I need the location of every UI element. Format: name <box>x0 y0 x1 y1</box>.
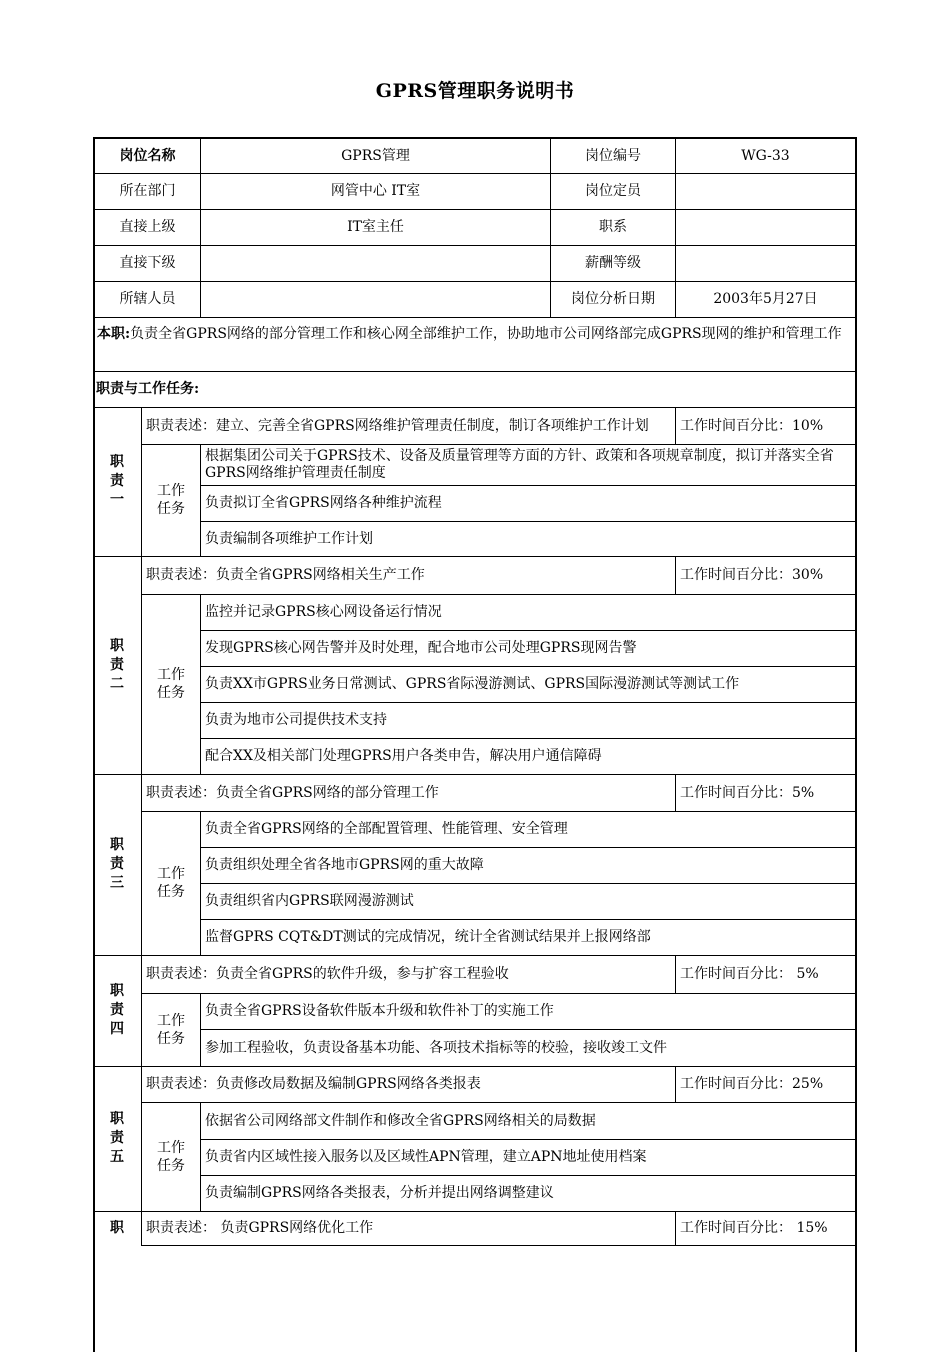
duty-task: 负责组织处理全省各地市GPRS网的重大故障 <box>205 857 484 873</box>
task-label-line: 任务 <box>157 501 185 517</box>
task-label <box>142 594 200 774</box>
duty-label-char: 职 <box>110 637 124 654</box>
duty-description: 职责表述：负责修改局数据及编制GPRS网络各类报表 <box>146 1076 481 1092</box>
duty-label-char: 四 <box>110 1021 124 1037</box>
task-label-line: 工作 <box>157 667 185 683</box>
duty-label-char: 责 <box>110 656 124 673</box>
duty-task: 依据省公司网络部文件制作和修改全省GPRS网络相关的局数据 <box>205 1112 596 1129</box>
duty-task: 配合XX及相关部门处理GPRS用户各类申告，解决用户通信障碍 <box>205 748 602 764</box>
task-label-line: 工作 <box>157 483 185 499</box>
task-label-line: 任务 <box>157 1030 185 1047</box>
duty-label <box>93 556 141 774</box>
job-summary <box>95 320 855 370</box>
duty-task: 负责全省GPRS设备软件版本升级和软件补丁的实施工作 <box>205 1003 554 1019</box>
position-name-value: GPRS管理 <box>341 147 410 164</box>
summary-label: 本职: <box>97 326 131 342</box>
duty-label <box>93 407 141 556</box>
headcount-label: 岗位定员 <box>585 183 641 199</box>
duty-label-char: 责 <box>110 856 124 872</box>
duty-task: 负责拟订全省GPRS网络各种维护流程 <box>205 495 442 511</box>
duty-task: 参加工程验收，负责设备基本功能、各项技术指标等的校验，接收竣工文件 <box>205 1039 667 1056</box>
duty-time-percentage: 工作时间百分比：10% <box>680 417 824 434</box>
superior-value: IT室主任 <box>347 219 404 235</box>
duties-heading: 职责与工作任务: <box>96 381 200 397</box>
task-label-line: 任务 <box>157 685 185 701</box>
summary-text: 负责全省GPRS网络的部分管理工作和核心网全部维护工作，协助地市公司网络部完成GPRS现网的维护和管理工作 <box>130 326 842 342</box>
task-label-line: 任务 <box>157 1157 185 1174</box>
duty-task: 负责组织省内GPRS联网漫游测试 <box>205 893 414 909</box>
task-label-line: 工作 <box>157 1139 185 1156</box>
position-name-label: 岗位名称 <box>119 147 176 164</box>
duty-label-char: 一 <box>110 492 124 508</box>
job-family-label: 职系 <box>599 219 627 235</box>
job-family-value <box>676 210 855 245</box>
document-title: GPRS管理职务说明书 <box>375 80 575 102</box>
duty-description: 职责表述： 负责GPRS网络优化工作 <box>146 1220 374 1236</box>
duty-task: 监督GPRS CQT&DT测试的完成情况，统计全省测试结果并上报网络部 <box>205 929 651 945</box>
duty-description: 职责表述：建立、完善全省GPRS网络维护管理责任制度，制订各项维护工作计划 <box>146 417 649 434</box>
department-value: 网管中心 IT室 <box>330 183 421 199</box>
duty-label-char: 五 <box>110 1149 124 1165</box>
task-label <box>142 811 200 955</box>
task-label <box>142 993 200 1066</box>
duty-label-char: 职 <box>110 983 124 999</box>
staff-label: 所辖人员 <box>119 291 176 307</box>
duty-label-char: 二 <box>110 675 124 692</box>
duty-time-percentage: 工作时间百分比：25% <box>680 1076 824 1092</box>
subordinate-value <box>201 246 550 281</box>
task-label <box>142 1102 200 1211</box>
department-label: 所在部门 <box>119 183 176 199</box>
duty-description: 职责表述：负责全省GPRS网络的部分管理工作 <box>146 784 439 801</box>
task-label <box>142 444 200 556</box>
analysis-date-label: 岗位分析日期 <box>571 291 655 307</box>
subordinate-label: 直接下级 <box>119 255 176 271</box>
duty-time-percentage: 工作时间百分比： 5% <box>680 966 819 982</box>
task-label-line: 工作 <box>157 866 185 882</box>
duty-label-char: 责 <box>110 473 124 489</box>
duty-time-percentage: 工作时间百分比：5% <box>680 784 815 801</box>
duty-label-char: 三 <box>110 875 124 891</box>
duty-label <box>93 955 141 1066</box>
duty-label-char: 责 <box>110 1002 124 1018</box>
task-label-line: 任务 <box>157 884 185 900</box>
salary-grade-value <box>676 246 855 281</box>
duty-label-char: 职 <box>110 454 124 470</box>
headcount-value <box>676 174 855 209</box>
duty-task: 负责编制各项维护工作计划 <box>205 531 373 547</box>
row-divider <box>141 1245 857 1246</box>
duty-label-char: 职 <box>110 837 124 853</box>
duty-label-char: 职 <box>110 1219 124 1236</box>
duty-task: 负责为地市公司提供技术支持 <box>205 712 387 728</box>
duty-label-char: 职 <box>110 1111 124 1127</box>
duty-label <box>93 1066 141 1211</box>
duty-task: 根据集团公司关于GPRS技术、设备及质量管理等方面的方针、政策和各项规章制度，拟订并落实全省GPRS网络维护管理责任制度 <box>205 448 834 481</box>
position-no-label: 岗位编号 <box>585 147 641 164</box>
duty-description: 职责表述：负责全省GPRS的软件升级，参与扩容工程验收 <box>146 966 509 982</box>
analysis-date-value: 2003年5月27日 <box>713 291 818 307</box>
duty-task: 负责XX市GPRS业务日常测试、GPRS省际漫游测试、GPRS国际漫游测试等测试工作 <box>205 676 740 692</box>
task-label-line: 工作 <box>157 1012 185 1029</box>
salary-grade-label: 薪酬等级 <box>585 255 641 271</box>
duty-task: 发现GPRS核心网告警并及时处理，配合地市公司处理GPRS现网告警 <box>205 640 637 656</box>
row-divider <box>93 317 857 318</box>
staff-value <box>201 282 550 317</box>
duty-task: 负责编制GPRS网络各类报表，分析并提出网络调整建议 <box>205 1185 554 1201</box>
duty-task: 监控并记录GPRS核心网设备运行情况 <box>205 604 442 620</box>
duty-task: 负责省内区域性接入服务以及区域性APN管理，建立APN地址使用档案 <box>205 1149 647 1165</box>
duty-task: 负责全省GPRS网络的全部配置管理、性能管理、安全管理 <box>205 821 568 837</box>
duty-label <box>93 774 141 955</box>
duty-label <box>93 1211 141 1245</box>
duty-time-percentage: 工作时间百分比： 15% <box>680 1220 828 1236</box>
superior-label: 直接上级 <box>119 219 176 235</box>
duty-time-percentage: 工作时间百分比：30% <box>680 567 824 583</box>
duty-label-char: 责 <box>110 1130 124 1146</box>
position-no-value: WG-33 <box>741 147 790 164</box>
duty-description: 职责表述：负责全省GPRS网络相关生产工作 <box>146 567 425 583</box>
